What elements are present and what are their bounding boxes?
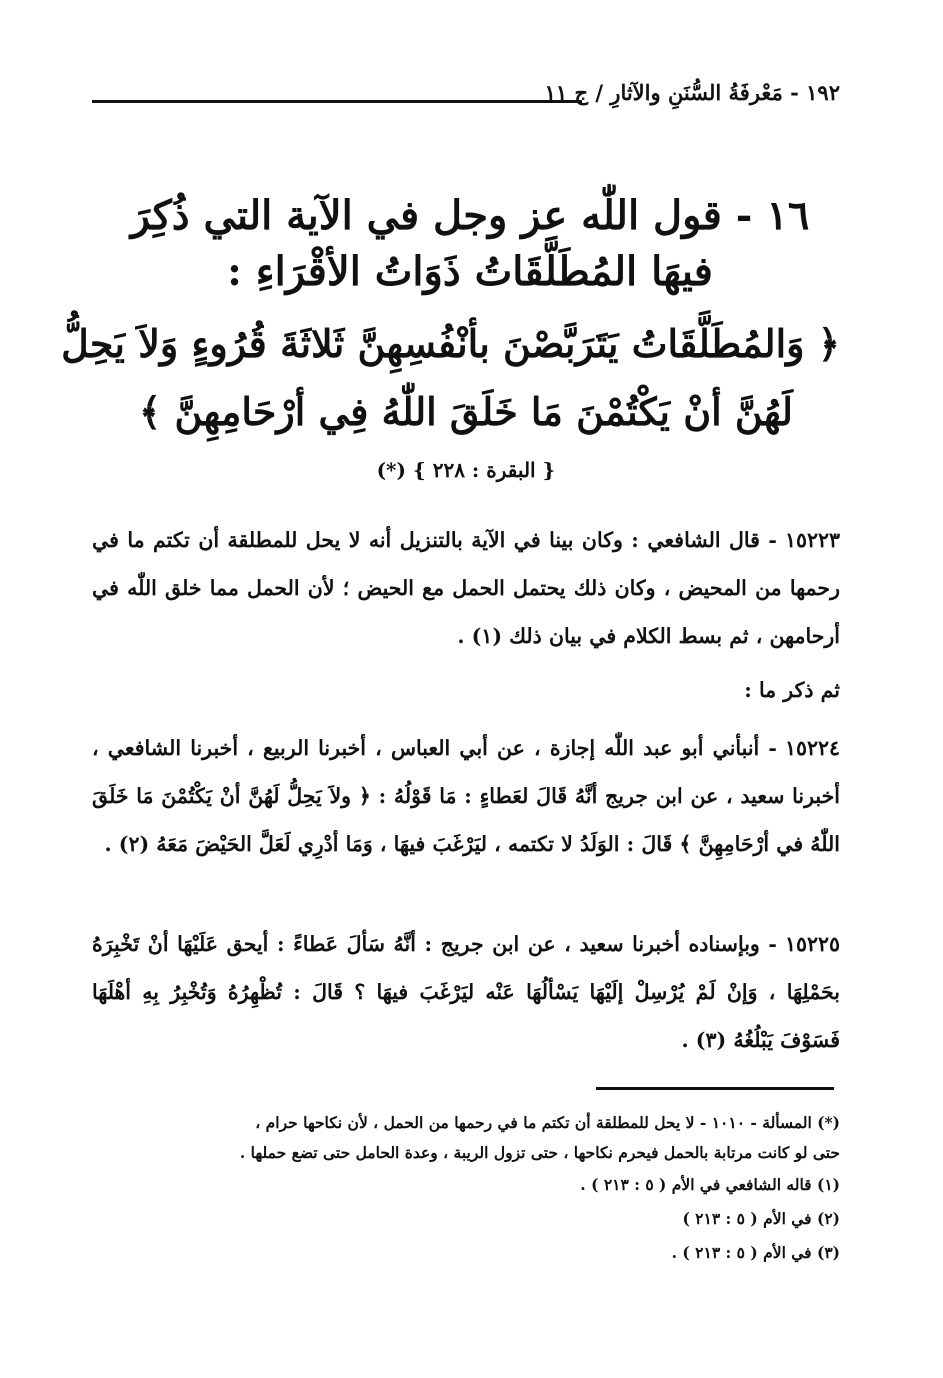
page-header: [92, 80, 840, 120]
hadith-paragraph: [92, 516, 840, 660]
hadith-paragraph: [92, 724, 840, 868]
footnote-star-line-2: حتى لو كانت مرتابة بالحمل فيحرم نكاحها ، حتى تزول الريبة ، وعدة الحامل حتى تضع حملها .: [239, 1143, 840, 1162]
hadith-text: - أنبأني أبو عبد اللّٰه إجازة ، عن أبي العباس ، أخبرنا الربيع ، أخبرنا الشافعي ، أخبرنا سعيد ، عن ابن جريج أنَّهُ قَالَ لعَطاءٍ : مَا قَوْلُهُ : ﴿ ولاَ يَحِلُّ لَهُنَّ أنْ يَكْتُمْنَ مَا خَلَقَ اللّٰهُ في أرْحَامِهِنَّ ﴾ قَالَ : الوَلَدُ لا تكتمه ، ليَرْغَبَ فيهَا ، وَمَا أدْرِي لَعَلَّ الحَيْضَ مَعَهُ (٢) .: [92, 736, 840, 856]
header-rule: [92, 100, 582, 103]
transition-text: [92, 666, 840, 714]
hadith-text: - قال الشافعي : وكان بينا في الآية بالتنزيل أنه لا يحل للمطلقة أن تكتم ما في رحمها من المحيض ، وكان ذلك يحتمل الحمل مع الحيض ؛ لأن الحمل مما خلق اللّٰه في أرحامهن ، ثم بسط الكلام في بيان ذلك (١) .: [92, 528, 840, 648]
footnote-rule: [596, 1087, 834, 1090]
hadith-number: ١٥٢٢٤: [784, 736, 840, 760]
footnote-2: (٢) في الأم ( ٥ : ٢١٣ ): [682, 1209, 840, 1228]
footnote-star-line-1: (*) المسألة - ١٠١٠ - لا يحل للمطلقة أن تكتم ما في رحمها من الحمل ، لأن نكاحها حرام ،: [255, 1113, 840, 1132]
hadith-number: ١٥٢٢٥: [784, 932, 840, 956]
footnote-1: (١) قاله الشافعي في الأم ( ٥ : ٢١٣ ) .: [580, 1175, 840, 1194]
verse-line-2: لَهُنَّ أنْ يَكْتُمْنَ مَا خَلَقَ اللّٰهُ فِي أرْحَامِهِنَّ ﴾: [139, 389, 793, 434]
footnote-3: (٣) في الأم ( ٥ : ٢١٣ ) .: [671, 1243, 840, 1262]
chapter-title-line-2: فيهَا المُطَلَّقَاتُ ذَوَاتُ الأقْرَاءِ :: [227, 248, 713, 295]
chapter-heading: [90, 188, 850, 300]
verse-line-1: ﴿ وَالمُطَلَّقَاتُ يَتَرَبَّصْنَ بأنْفُسِهِنَّ ثَلاثَةَ قُرُوءٍ وَلاَ يَحِلُّ: [61, 321, 840, 366]
quran-verse: [61, 310, 840, 446]
running-title: ١٩٢ - مَعْرفَةُ السُّنَنِ والآثارِ / ج ١١: [544, 80, 840, 105]
hadith-text: - وبإسناده أخبرنا سعيد ، عن ابن جريج : أنَّهُ سَألَ عَطاءً : أيحق عَلَيْهَا أنْ تَخْبِرَهُ بحَمْلِهَا ، وَإنْ لَمْ يُرْسِلْ إلَيْهَا يَسْألُهَا عَنْه ليَرْغَبَ فيهَا ؟ قَالَ : تُظْهِرُهُ وَتُخْبِرُ بِهِ أهْلَهَا فَسَوْفَ يَبْلُغُهُ (٣) .: [92, 932, 840, 1052]
transition-line: ثم ذكر ما :: [744, 678, 840, 702]
chapter-title-line-1: ١٦ - قول اللّٰه عز وجل في الآية التي ذُكِرَ: [130, 192, 810, 239]
hadith-number: ١٥٢٢٣: [784, 528, 840, 552]
verse-reference: { البقرة : ٢٢٨ } (*): [376, 458, 556, 482]
footnotes: [92, 1108, 840, 1270]
hadith-paragraph: [92, 920, 840, 1064]
